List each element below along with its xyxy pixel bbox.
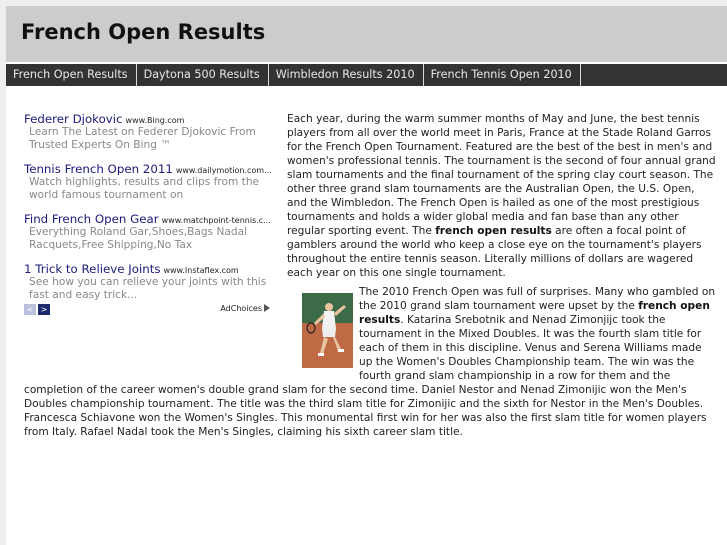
tennis-player-illustration [302, 293, 353, 368]
intro-text-after: are often a focal point of gamblers around the world who keep a close eye on the tournament's players throughout the entire tennis season. Literally millions of dollars are wagered each year on this one single tournament. [287, 225, 702, 279]
nav-item-french-tennis-open-2010[interactable]: French Tennis Open 2010 [424, 64, 581, 86]
site-header [6, 6, 727, 62]
ad-description: Everything Roland Gar,Shoes,Bags Nadal Racquets,Free Shipping,No Tax [29, 226, 248, 251]
body-keyword: french open results [359, 300, 710, 326]
article-intro [287, 112, 717, 280]
ad-url[interactable]: www.Bing.com [125, 116, 185, 125]
ad-title-row [24, 160, 272, 175]
ad-url[interactable]: www.Instaflex.com [163, 266, 239, 275]
intro-paragraph [287, 112, 717, 280]
ad-title-row [24, 110, 272, 125]
ad-description: See how you can relieve your joints with this fast and easy trick... [29, 276, 267, 301]
ad-title-link[interactable]: Federer Djokovic [24, 112, 123, 125]
ad-next-arrow-icon[interactable]: > [38, 304, 50, 315]
site-title[interactable]: French Open Results [21, 20, 266, 44]
ad-url[interactable]: www.dailymotion.com... [175, 166, 272, 175]
ad-description: Watch highlights, results and clips from the world famous tournament on [29, 176, 260, 201]
ad-title-row [24, 210, 272, 225]
body-text-after: . Katarina Srebotnik and Nenad Zimonjijc took the tournament in the Mixed Doubles. It was the fourth slam title for each of them in this discipline. Venus and Serena Williams made up the Women's Doubles Championship team. The win was the fourth grand slam championship in a row for them and the completion of the career women's double grand slam for the second time. Daniel Nestor and Nenad Zimonijic won the Men's Doubles championship tournament. The title was the third slam title for Zimonijic and the sixth for Nestor in the Men's Doubles. Francesca Schiavone won the Women's Singles. This monumental first win for her was also the first slam title for women players from Italy. Rafael Nadal took the Men's Singles, claiming his sixth career slam title. [24, 314, 707, 438]
ad-item [24, 210, 272, 252]
adchoices-label: AdChoices [220, 304, 262, 313]
tennis-player-photo [302, 293, 353, 368]
nav-bar [6, 64, 727, 86]
ad-prev-arrow-icon[interactable]: < [24, 304, 36, 315]
ad-item [24, 160, 272, 202]
ad-title-row [24, 260, 272, 275]
article-body [24, 285, 717, 439]
ad-item [24, 110, 272, 152]
intro-keyword: french open results [435, 225, 552, 237]
nav-item-daytona-500-results[interactable]: Daytona 500 Results [137, 64, 269, 86]
ad-url[interactable]: www.matchpoint-tennis.c... [161, 216, 271, 225]
ad-title-link[interactable]: 1 Trick to Relieve Joints [24, 262, 161, 275]
nav-item-french-open-results[interactable]: French Open Results [6, 64, 137, 86]
body-text-before: The 2010 French Open was full of surprises. Many who gambled on the 2010 grand slam tournament were upset by the [359, 286, 716, 312]
ad-block [24, 110, 272, 310]
ad-title-link[interactable]: Find French Open Gear [24, 212, 159, 225]
intro-text-before: Each year, during the warm summer months of May and June, the best tennis players from all over the world meet in Paris, France at the Stade Roland Garros for the French Open Tournament. Featured are the best of the best in men's and women's professional tennis. The tournament is the second of four annual grand slam tournaments and the final tournament of the spring clay court season. The other three grand slam tournaments are the Australian Open, the U.S. Open, and the Wimbledon. The French Open is hailed as one of the most prestigious tournaments and holds a wider global media and fan base than any other regular sporting event. The [287, 113, 716, 237]
ad-description: Learn The Latest on Federer Djokovic From Trusted Experts On Bing ™ [29, 126, 256, 151]
ad-title-link[interactable]: Tennis French Open 2011 [24, 162, 173, 175]
nav-item-wimbledon-results-2010[interactable]: Wimbledon Results 2010 [269, 64, 424, 86]
